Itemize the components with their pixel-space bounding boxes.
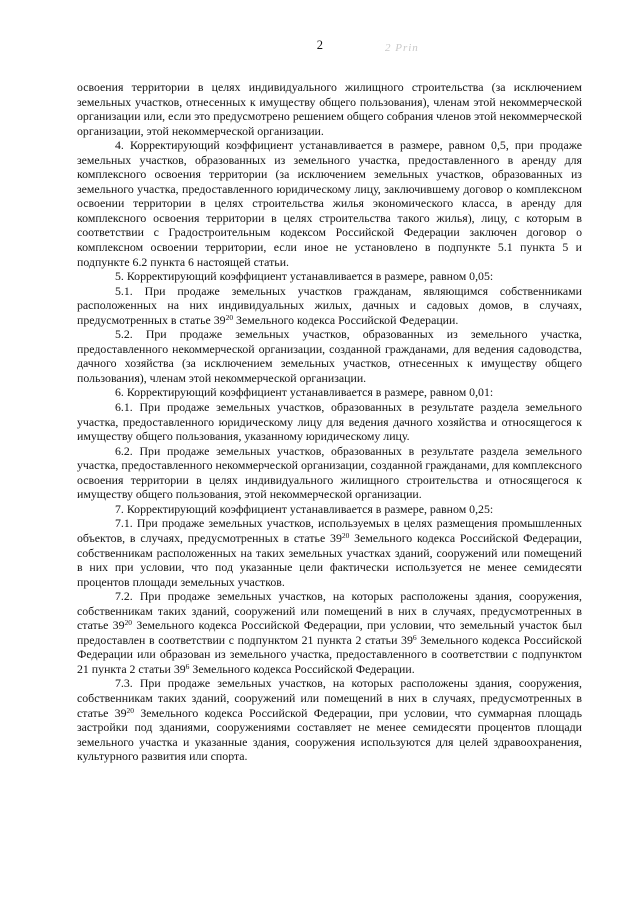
paragraph-text: Земельного кодекса Российской Федерации.	[233, 312, 459, 327]
paragraph-text: 7.2. При продаже земельных участков, на которых расположены здания, сооружения, собственникам таких зданий, сооружений или помещений в них в случаях, предусмотренных в статье 39	[77, 589, 582, 633]
paragraph-continuation: освоения территории в целях индивидуального жилищного строительства (за исключением земельных участков, отнесенных к имуществу общего пользования), членам этой некоммерческой организации или, если это предусмотрено решением общего собрания членов этой некоммерческой организации, этой некоммерческой организации.	[77, 80, 582, 138]
paragraph-item-7-1	[77, 516, 582, 589]
document-body	[77, 80, 582, 764]
paragraph-text: Земельного кодекса Российской Федерации, собственникам расположенных на таких земельных участках зданий, сооружений или помещений в них при условии, что под указанные цели фактически используется не менее семидесяти процентов площади земельных участков.	[77, 530, 582, 589]
paragraph-text: 5.1. При продаже земельных участков гражданам, являющимся собственниками расположенных на них индивидуальных жилых, дачных и садовых домов, в случаях, предусмотренных в статье 39	[77, 283, 582, 327]
paragraph-item-6: 6. Корректирующий коэффициент устанавливается в размере, равном 0,01:	[115, 385, 494, 400]
superscript: 6	[412, 632, 417, 642]
superscript: 20	[126, 705, 135, 715]
superscript: 20	[225, 312, 234, 322]
paragraph-text: Земельного кодекса Российской Федерации, при условии, что суммарная площадь застройки под зданиями, сооружениями составляет не менее семидесяти процентов площади земельного участка и указанные здания, сооружения используются для целей здравоохранения, культурного развития или спорта.	[77, 705, 582, 764]
paragraph-item-7-3	[77, 676, 582, 763]
paragraph-item-7-2	[77, 589, 582, 676]
superscript: 20	[341, 530, 350, 540]
paragraph-item-5: 5. Корректирующий коэффициент устанавливается в размере, равном 0,05:	[115, 269, 494, 284]
page-number: 2	[316, 38, 324, 52]
paragraph-item-6-1: 6.1. При продаже земельных участков, образованных в результате раздела земельного участка, предоставленного юридическому лицу для ведения дачного хозяйства и относящегося к имуществу общего пользования, указанному юридическому лицу.	[77, 400, 582, 444]
paragraph-text: Земельного кодекса Российской Федерации.	[189, 661, 415, 676]
paragraph-item-5-1	[77, 284, 582, 328]
paragraph-item-6-2: 6.2. При продаже земельных участков, образованных в результате раздела земельного участка, предоставленного некоммерческой организации, созданной гражданами, для комплексного освоения территории в целях индивидуального жилищного строительства и относящегося к имуществу общего пользования, этой некоммерческой организации.	[77, 443, 582, 502]
paragraph-item-4: 4. Корректирующий коэффициент устанавливается в размере, равном 0,5, при продаже земельных участков, образованных из земельного участка, предоставленного в аренду для комплексного освоения территории (за исключением земельных участков, образованных из земельного участка, предоставленного юридическому лицу, заключившему договор о комплексном освоении территории в целях строительства жилья экономического класса, в аренду для комплексного освоения территории в целях строительства такого жилья), лицу, с которым в соответствии с Градостроительным кодексом Российской Федерации заключен договор о комплексном освоении территории, если иное не установлено в подпункте 5.1 пункта 5 и подпункте 6.2 пункта 6 настоящей статьи.	[77, 138, 582, 269]
superscript: 6	[185, 661, 190, 671]
superscript: 20	[124, 618, 133, 628]
stamp-mark: 2 Prin	[385, 42, 419, 54]
paragraph-text: 7.3. При продаже земельных участков, на которых расположены здания, сооружения, собственникам таких зданий, сооружений или помещений в них в случаях, предусмотренных в статье 39	[77, 676, 582, 720]
paragraph-text: Земельного кодекса Российской Федерации, при условии, что земельный участок был предоставлен в соответствии с подпунктом 21 пункта 2 статьи 39	[77, 618, 582, 647]
paragraph-item-7: 7. Корректирующий коэффициент устанавливается в размере, равном 0,25:	[115, 501, 494, 516]
paragraph-item-5-2: 5.2. При продаже земельных участков, образованных из земельного участка, предоставленного некоммерческой организации, созданной гражданами, для ведения садоводства, дачного хозяйства (за исключением земельных участков, отнесенных к имуществу общего пользования), членам этой некоммерческой организации.	[77, 327, 582, 385]
paragraph-text: Земельного кодекса Российской Федерации или образован из земельного участка, предоставленного в соответствии с подпунктом 21 пункта 2 статьи 39	[77, 632, 582, 676]
paragraph-text: 7.1. При продаже земельных участков, используемых в целях размещения промышленных объектов, в случаях, предусмотренных в статье 39	[77, 516, 582, 545]
